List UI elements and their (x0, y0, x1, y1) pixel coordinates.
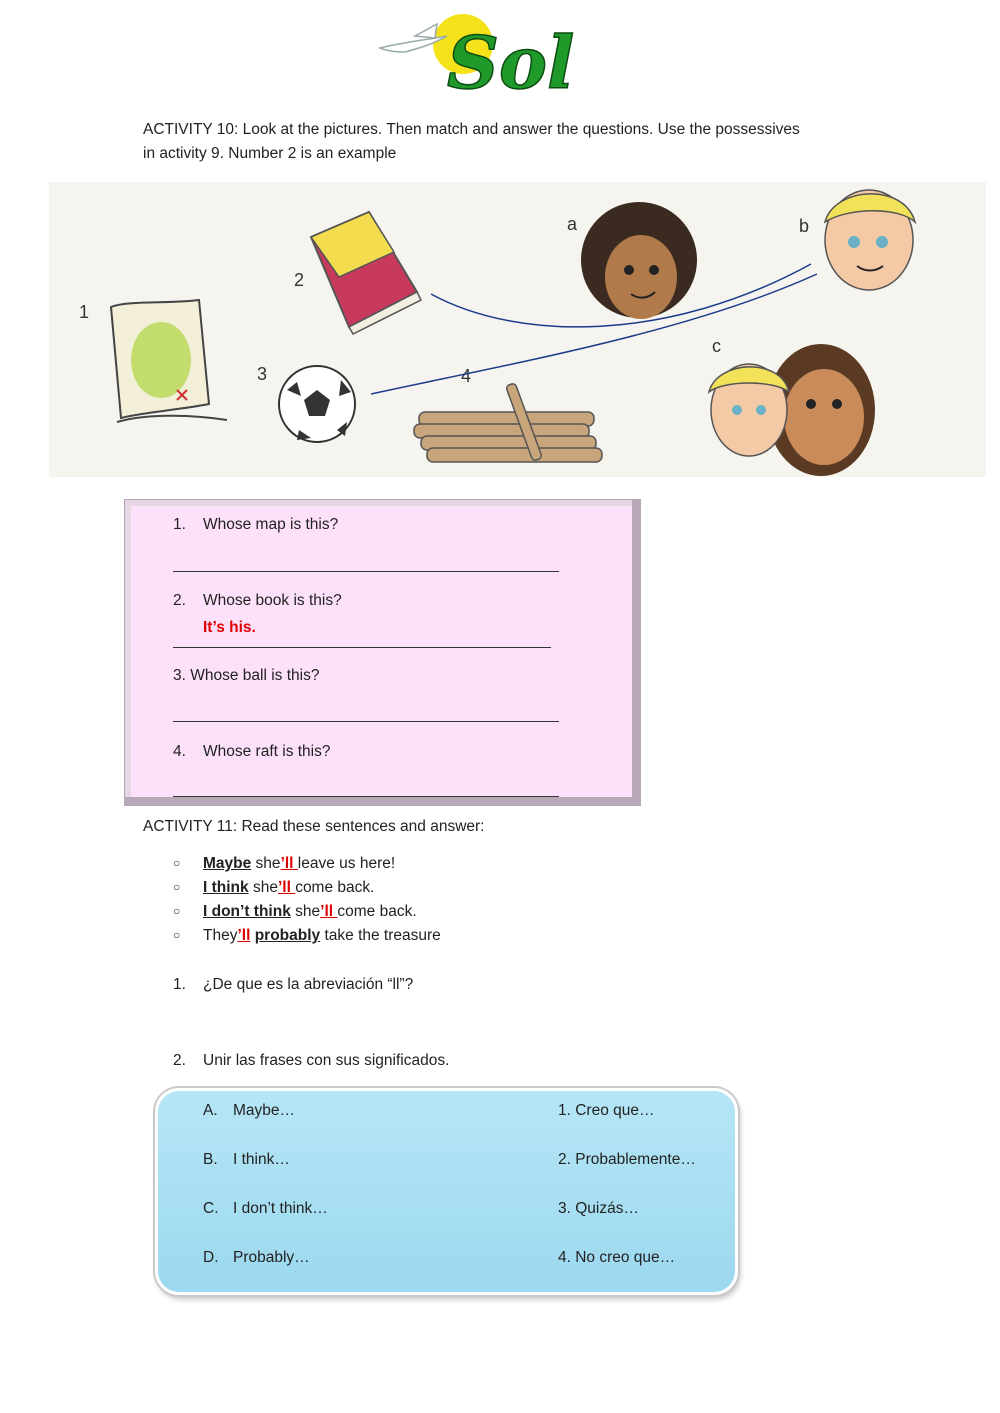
meaning-3[interactable]: 3. Quizás… (558, 1200, 639, 1217)
girl-a-picture (581, 202, 697, 319)
meaning-2[interactable]: 2. Probablemente… (558, 1151, 696, 1168)
meaning-1[interactable]: 1. Creo que… (558, 1102, 655, 1119)
step-2: 2. Unir las frases con sus significados. (173, 1052, 450, 1069)
option-b[interactable]: B. I think… (203, 1151, 290, 1168)
example-answer: It’s his. (203, 619, 256, 636)
picture-label-a: a (567, 214, 578, 234)
picture-label-2: 2 (294, 270, 305, 290)
answer-line-4[interactable] (173, 796, 559, 797)
picture-label-3: 3 (257, 364, 268, 384)
sentence-4: ○ They’ll probably take the treasure (173, 927, 441, 944)
sentence-1: ○ Maybe she’ll leave us here! (173, 855, 396, 872)
step-1: 1. ¿De que es la abreviación “ll”? (173, 976, 414, 993)
raft-picture (414, 383, 602, 462)
answer-line-3[interactable] (173, 721, 559, 722)
boy-b-picture (825, 190, 915, 290)
question-3: 3. Whose ball is this? (173, 667, 320, 684)
book-picture (311, 212, 421, 334)
sol-logo (375, 6, 590, 102)
picture-label-c: c (712, 336, 721, 356)
ball-picture (279, 366, 355, 442)
option-c[interactable]: C. I don’t think… (203, 1200, 328, 1217)
questions-box (124, 499, 641, 806)
activity11-instruction: ACTIVITY 11: Read these sentences and answer: (143, 818, 485, 835)
kids-c-picture (709, 344, 875, 476)
picture-label-b: b (799, 216, 810, 236)
activity10-instruction-line1: ACTIVITY 10: Look at the pictures. Then match and answer the questions. Use the possessives (143, 121, 800, 138)
question-2: 2. Whose book is this? (173, 592, 342, 609)
sentence-3: ○ I don’t think she’ll come back. (173, 903, 417, 920)
question-4: 4. Whose raft is this? (173, 743, 331, 760)
meaning-4[interactable]: 4. No creo que… (558, 1249, 676, 1266)
logo-text: Sol (447, 20, 575, 102)
answer-line-2[interactable] (173, 647, 551, 648)
option-a[interactable]: A. Maybe… (203, 1102, 296, 1119)
answer-line-1[interactable] (173, 571, 559, 572)
option-d[interactable]: D. Probably… (203, 1249, 310, 1266)
matching-illustration (49, 182, 986, 477)
question-1: 1. Whose map is this? (173, 516, 339, 533)
picture-label-4: 4 (461, 366, 472, 386)
activity10-instruction-line2: in activity 9. Number 2 is an example (143, 145, 397, 162)
picture-label-1: 1 (79, 302, 90, 322)
matching-box (155, 1088, 738, 1295)
map-picture (111, 300, 227, 422)
sentence-2: ○ I think she’ll come back. (173, 879, 375, 896)
